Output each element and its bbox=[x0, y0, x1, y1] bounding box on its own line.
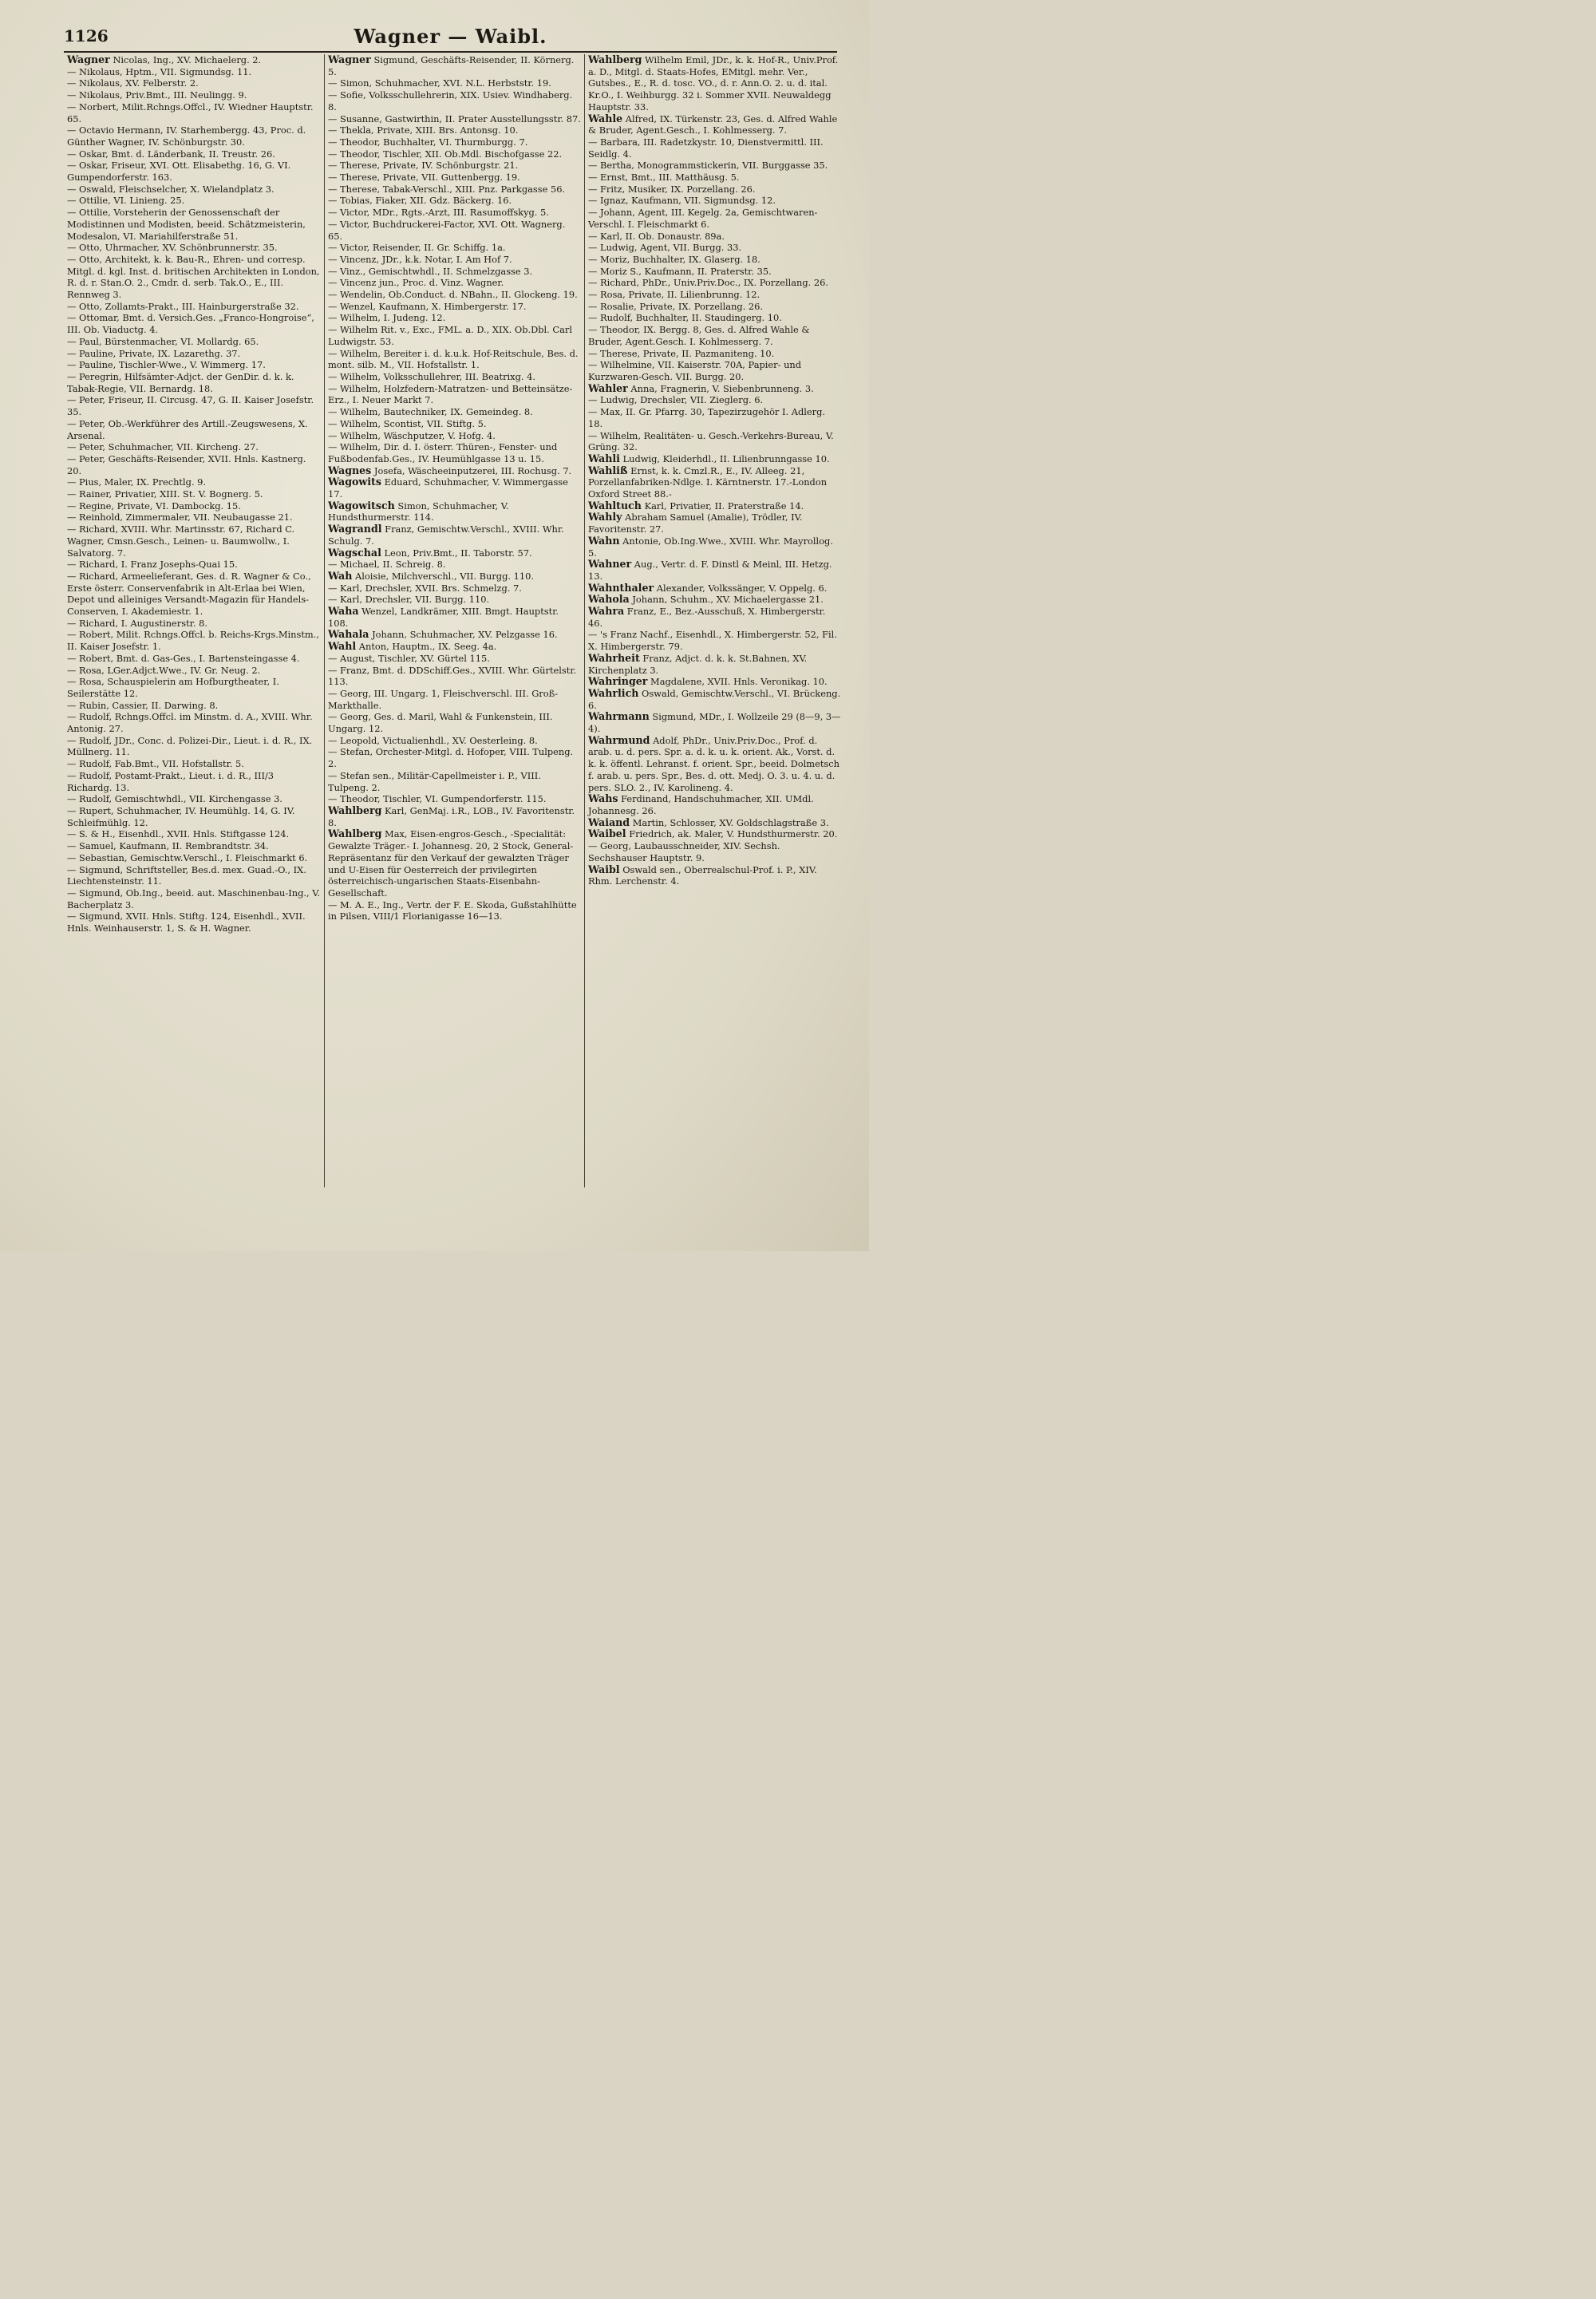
directory-entry: — Victor, MDr., Rgts.-Arzt, III. Rasumoffskyg. 5. bbox=[328, 207, 549, 219]
surname: Waibl bbox=[588, 863, 620, 875]
directory-entry: Wahrmann Sigmund, MDr., I. Wollzeile 29 (8—9, 3—4). bbox=[588, 710, 841, 735]
directory-entry: — Georg, Laubausschneider, XIV. Sechsh. Sechshauser Hauptstr. 9. bbox=[588, 840, 780, 863]
directory-entry: — Peregrin, Hilfsämter-Adjct. der GenDir. d. k. k. Tabak-Regie, VII. Bernardg. 18. bbox=[67, 370, 294, 394]
directory-entry: — Sebastian, Gemischtw.Verschl., I. Fleischmarkt 6. bbox=[67, 851, 308, 863]
directory-entry: Waiand Martin, Schlosser, XV. Goldschlagstraße 3. bbox=[588, 816, 829, 828]
directory-entry: — Peter, Schuhmacher, VII. Kircheng. 27. bbox=[67, 441, 259, 453]
directory-entry: — Wilhelm, Bautechniker, IX. Gemeindeg. 8. bbox=[328, 406, 533, 418]
directory-entry: — Rudolf, JDr., Conc. d. Polizei-Dir., Lieut. i. d. R., IX. Müllnerg. 11. bbox=[67, 734, 313, 758]
directory-entry: — Wilhelm, Wäschputzer, V. Hofg. 4. bbox=[328, 429, 496, 441]
directory-entry: — Georg, III. Ungarg. 1, Fleischverschl. III. Groß-Markthalle. bbox=[328, 687, 559, 711]
directory-entry: — Nikolaus, Priv.Bmt., III. Neulingg. 9. bbox=[67, 89, 247, 101]
directory-entry: — Barbara, III. Radetzkystr. 10, Dienstvermittl. III. Seidlg. 4. bbox=[588, 136, 824, 160]
surname: Wahly bbox=[588, 511, 622, 523]
surname: Wahala bbox=[328, 628, 369, 641]
directory-entry: Wahly Abraham Samuel (Amalie), Trödler, IV. Favoritenstr. 27. bbox=[588, 511, 803, 535]
surname: Wahlberg bbox=[328, 804, 382, 816]
directory-entry: — Rudolf, Postamt-Prakt., Lieut. i. d. R., III/3 Richardg. 13. bbox=[67, 769, 275, 793]
directory-entry: — Ottilie, Vorsteherin der Genossenschaft der Modistinnen und Modisten, beeid. Schätzmeisterin, Modesalon, VI. Mariahilferstraße 51. bbox=[67, 207, 306, 242]
surname: Wagnes bbox=[328, 464, 372, 476]
directory-entry: — Nikolaus, XV. Felberstr. 2. bbox=[67, 77, 199, 89]
directory-entry: — Samuel, Kaufmann, II. Rembrandtstr. 34. bbox=[67, 840, 269, 852]
directory-entry: — Simon, Schuhmacher, XVI. N.L. Herbststr. 19. bbox=[328, 77, 551, 89]
directory-entry: — Rainer, Privatier, XIII. St. V. Bognerg. 5. bbox=[67, 488, 263, 500]
directory-entry: — Sigmund, XVII. Hnls. Stiftg. 124, Eisenhdl., XVII. Hnls. Weinhauserstr. 1, S. & H. Wagner. bbox=[67, 911, 306, 934]
directory-entry: Wahrlich Oswald, Gemischtw.Verschl., VI. Brückeng. 6. bbox=[588, 686, 841, 711]
directory-entry: — Theodor, Buchhalter, VI. Thurmburgg. 7. bbox=[328, 136, 528, 148]
directory-entry: — Otto, Architekt, k. k. Bau-R., Ehren- und corresp. Mitgl. d. kgl. Inst. d. britischen Architekten in London, R. d. r. Stan.O. 2., Cmdr. d. serb. Tak.O., E., III. Rennweg 3. bbox=[67, 253, 320, 301]
directory-entry: — Leopold, Victualienhdl., XV. Oesterleing. 8. bbox=[328, 734, 538, 746]
directory-entry: Wahler Anna, Fragnerin, V. Siebenbrunneng. 3. bbox=[588, 381, 814, 394]
directory-entry: — Wilhelm, Realitäten- u. Gesch.-Verkehrs-Bureau, V. Grüng. 32. bbox=[588, 429, 834, 453]
page-header bbox=[64, 22, 837, 49]
directory-entry: Wagowitsch Simon, Schuhmacher, V. Hundsthurmerstr. 114. bbox=[328, 499, 509, 523]
directory-entry: — Victor, Buchdruckerei-Factor, XVI. Ott. Wagnerg. 65. bbox=[328, 218, 566, 242]
surname: Wagner bbox=[67, 54, 110, 65]
directory-entry: Wagrandl Franz, Gemischtw.Verschl., XVIII. Whr. Schulg. 7. bbox=[328, 523, 564, 547]
directory-entry: — Reinhold, Zimmermaler, VII. Neubaugasse 21. bbox=[67, 512, 293, 523]
directory-entry: — Theodor, Tischler, XII. Ob.Mdl. Bischofgasse 22. bbox=[328, 148, 563, 160]
directory-entry: Wahra Franz, E., Bez.-Ausschuß, X. Himbergerstr. 46. bbox=[588, 605, 826, 629]
surname: Waha bbox=[328, 605, 359, 618]
directory-entry: — Johann, Agent, III. Kegelg. 2a, Gemischtwaren-Verschl. I. Fleischmarkt 6. bbox=[588, 207, 818, 230]
surname: Wahrheit bbox=[588, 651, 640, 664]
directory-entry: — Sigmund, Ob.Ing., beeid. aut. Maschinenbau-Ing., V. Bacherplatz 3. bbox=[67, 887, 321, 911]
surname: Wahs bbox=[588, 792, 618, 805]
directory-entry: — Wilhelm Rit. v., Exc., FML. a. D., XIX. Ob.Dbl. Carl Ludwigstr. 53. bbox=[328, 324, 573, 347]
surname: Wagner bbox=[328, 54, 371, 65]
directory-entry: Wahn Antonie, Ob.Ing.Wwe., XVIII. Whr. Mayrollog. 5. bbox=[588, 534, 833, 559]
directory-entry: — 's Franz Nachf., Eisenhdl., X. Himbergerstr. 52, Fil. X. Himbergerstr. 79. bbox=[588, 629, 837, 653]
directory-entry: Wahringer Magdalene, XVII. Hnls. Veronikag. 10. bbox=[588, 675, 828, 688]
directory-entry: — Rubin, Cassier, II. Darwing. 8. bbox=[67, 699, 219, 711]
directory-entry: Wahrmund Adolf, PhDr., Univ.Priv.Doc., Prof. d. arab. u. d. pers. Spr. a. d. k. u. k. orient. Ak., Vorst. d. k. k. öffentl. Lehranst. f. orient. Spr., beeid. Dolmetsch f. arab. u. pers. Spr., Bes. d. ott. Medj. O. 3. u. 4. u. d. pers. SLO. 2., IV. Karolineng. 4. bbox=[588, 733, 839, 793]
running-title: Wagner — Waibl. bbox=[354, 24, 547, 48]
surname: Wahrmund bbox=[588, 733, 650, 746]
directory-entry: — Fritz, Musiker, IX. Porzellang. 26. bbox=[588, 183, 756, 195]
directory-entry: — Richard, I. Augustinerstr. 8. bbox=[67, 617, 207, 629]
directory-entry: — Stefan, Orchester-Mitgl. d. Hofoper, VIII. Tulpeng. 2. bbox=[328, 746, 574, 770]
directory-entry: Wagnes Josefa, Wäscheeinputzerei, III. Rochusg. 7. bbox=[328, 464, 572, 476]
directory-entry: — Sigmund, Schriftsteller, Bes.d. mex. Guad.-O., IX. Liechtensteinstr. 11. bbox=[67, 863, 306, 887]
directory-entry: — Karl, Drechsler, VII. Burgg. 110. bbox=[328, 594, 490, 606]
surname: Wahlberg bbox=[588, 54, 642, 65]
directory-entry: — Max, II. Gr. Pfarrg. 30, Tapezirzugehör I. Adlerg. 18. bbox=[588, 406, 825, 429]
surname: Wahl bbox=[328, 640, 357, 653]
directory-entry: — Ottilie, VI. Linieng. 25. bbox=[67, 195, 185, 207]
directory-entry: — Otto, Zollamts-Prakt., III. Hainburgerstraße 32. bbox=[67, 300, 299, 312]
directory-entry: — Therese, Private, IV. Schönburgstr. 21. bbox=[328, 160, 519, 172]
surname: Wahliß bbox=[588, 464, 628, 476]
directory-entry: — Oskar, Bmt. d. Länderbank, II. Treustr. 26. bbox=[67, 148, 275, 160]
directory-entry: — Wilhelm, Holzfedern-Matratzen- und Betteinsätze-Erz., I. Neuer Markt 7. bbox=[328, 382, 573, 406]
directory-entry: Wahnthaler Alexander, Volkssänger, V. Oppelg. 6. bbox=[588, 581, 828, 594]
directory-entry: — Susanne, Gastwirthin, II. Prater Ausstellungsstr. 87. bbox=[328, 113, 581, 124]
directory-entry: — Richard, I. Franz Josephs-Quai 15. bbox=[67, 559, 238, 571]
directory-entry: — Michael, II. Schreig. 8. bbox=[328, 559, 446, 571]
directory-entry: — Vinz., Gemischtwhdl., II. Schmelzgasse 3. bbox=[328, 265, 533, 277]
directory-entry: — Rudolf, Fab.Bmt., VII. Hofstallstr. 5. bbox=[67, 758, 244, 770]
directory-entry: — Sofie, Volksschullehrerin, XIX. Usiev. Windhaberg. 8. bbox=[328, 89, 573, 113]
surname: Wahrmann bbox=[588, 710, 650, 723]
column-1 bbox=[64, 54, 324, 1187]
directory-entry: — Thekla, Private, XIII. Brs. Antonsg. 10. bbox=[328, 124, 519, 136]
surname: Wahlberg bbox=[328, 828, 382, 840]
directory-entry: Waibel Friedrich, ak. Maler, V. Hundsthurmerstr. 20. bbox=[588, 828, 838, 840]
directory-entry: — Pauline, Tischler-Wwe., V. Wimmerg. 17. bbox=[67, 359, 266, 371]
surname: Waibel bbox=[588, 828, 626, 840]
surname: Wagrandl bbox=[328, 523, 382, 535]
column-2 bbox=[324, 54, 584, 1187]
directory-entry: Wagner Sigmund, Geschäfts-Reisender, II. Körnerg. 5. bbox=[328, 54, 575, 77]
directory-entry: Wah Aloisie, Milchverschl., VII. Burgg. 110. bbox=[328, 569, 534, 582]
directory-entry: Wagner Nicolas, Ing., XV. Michaelerg. 2. bbox=[67, 54, 262, 65]
directory-entry: Wagschal Leon, Priv.Bmt., II. Taborstr. 57. bbox=[328, 546, 532, 559]
directory-entry: — Rosa, LGer.Adjct.Wwe., IV. Gr. Neug. 2. bbox=[67, 664, 261, 676]
directory-entry: — Theodor, Tischler, VI. Gumpendorferstr. 115. bbox=[328, 793, 547, 805]
directory-entry: — Paul, Bürstenmacher, VI. Mollardg. 65. bbox=[67, 335, 259, 347]
directory-entry: Wahs Ferdinand, Handschuhmacher, XII. UMdl. Johannesg. 26. bbox=[588, 792, 814, 816]
directory-entry: — Rudolf, Gemischtwhdl., VII. Kirchengasse 3. bbox=[67, 793, 282, 805]
directory-entry: — Theodor, IX. Bergg. 8, Ges. d. Alfred Wahle & Bruder, Agent.Gesch. I. Kohlmesserg. 7. bbox=[588, 324, 810, 347]
surname: Wahltuch bbox=[588, 499, 642, 512]
surname: Wahli bbox=[588, 452, 620, 464]
directory-entry: — Oskar, Friseur, XVI. Ott. Elisabethg. 16, G. VI. Gumpendorferstr. 163. bbox=[67, 160, 291, 184]
directory-entry: Wahlberg Max, Eisen-engros-Gesch., -Specialität: Gewalzte Träger.- I. Johannesg. 20, 2 Stock, General-Repräsentanz für den Verkauf der gewalzten Träger und U-Eisen für Oesterreich der privilegirten österreichisch-ungarischen Staats-Eisenbahn-Gesellschaft. bbox=[328, 828, 574, 899]
directory-entry: — Ottomar, Bmt. d. Versich.Ges. „Franco-Hongroise“, III. Ob. Viaductg. 4. bbox=[67, 312, 314, 336]
directory-entry: — Rosalie, Private, IX. Porzellang. 26. bbox=[588, 300, 764, 312]
directory-entry: — Rosa, Schauspielerin am Hofburgtheater, I. Seilerstätte 12. bbox=[67, 676, 279, 699]
column-3 bbox=[584, 54, 844, 1187]
directory-entry: — Wilhelm, Bereiter i. d. k.u.k. Hof-Reitschule, Bes. d. mont. silb. M., VII. Hofstallstr. 1. bbox=[328, 347, 579, 371]
directory-entry: — Octavio Hermann, IV. Starhembergg. 43, Proc. d. Günther Wagner, IV. Schönburgstr. 30. bbox=[67, 124, 306, 148]
directory-entry: — Ignaz, Kaufmann, VII. Sigmundsg. 12. bbox=[588, 195, 776, 207]
directory-entry: — Peter, Friseur, II. Circusg. 47, G. II. Kaiser Josefstr. 35. bbox=[67, 394, 314, 418]
page-number: 1126 bbox=[64, 26, 109, 45]
directory-entry: — Ludwig, Drechsler, VII. Zieglerg. 6. bbox=[588, 394, 764, 406]
directory-entry: — Stefan sen., Militär-Capellmeister i. P., VIII. Tulpeng. 2. bbox=[328, 769, 541, 793]
directory-entry: — Peter, Geschäfts-Reisender, XVII. Hnls. Kastnerg. 20. bbox=[67, 452, 306, 476]
directory-entry: — Pius, Maler, IX. Prechtlg. 9. bbox=[67, 476, 207, 488]
directory-entry: — Richard, Armeelieferant, Ges. d. R. Wagner & Co., Erste österr. Conservenfabrik in Alt-Erlaa bei Wien, Depot und alleiniges Versandt-Magazin für Handels-Conserven, I. Akademiestr. 1. bbox=[67, 570, 311, 618]
surname: Wahle bbox=[588, 112, 623, 124]
directory-entry: — Richard, XVIII. Whr. Martinsstr. 67, Richard C. Wagner, Cmsn.Gesch., Leinen- u. Baumwollw., I. Salvatorg. 7. bbox=[67, 523, 295, 559]
directory-entry: — Wilhelm, Scontist, VII. Stiftg. 5. bbox=[328, 417, 487, 429]
directory-entry: — Karl, II. Ob. Donaustr. 89a. bbox=[588, 230, 725, 242]
directory-entry: Wagowits Eduard, Schuhmacher, V. Wimmergasse 17. bbox=[328, 476, 568, 500]
directory-entry: — Ernst, Bmt., III. Matthäusg. 5. bbox=[588, 172, 740, 184]
directory-entry: Waibl Oswald sen., Oberrealschul-Prof. i. P., XIV. Rhm. Lerchenstr. 4. bbox=[588, 863, 817, 887]
directory-entry: — Moriz, Buchhalter, IX. Glaserg. 18. bbox=[588, 253, 760, 265]
surname: Wagschal bbox=[328, 546, 381, 559]
directory-entry: — Rosa, Private, II. Lilienbrunng. 12. bbox=[588, 289, 760, 301]
directory-entry: Wahle Alfred, IX. Türkenstr. 23, Ges. d. Alfred Wahle & Bruder, Agent.Gesch., I. Kohlmesserg. 7. bbox=[588, 112, 838, 136]
directory-entry: — Wilhelmine, VII. Kaiserstr. 70A, Papier- und Kurzwaren-Gesch. VII. Burgg. 20. bbox=[588, 359, 802, 382]
directory-entry: — Bertha, Monogrammstickerin, VII. Burggasse 35. bbox=[588, 160, 828, 172]
directory-entry: Wahl Anton, Hauptm., IX. Seeg. 4a. bbox=[328, 640, 497, 653]
surname: Waiand bbox=[588, 816, 630, 828]
directory-entry: — Karl, Drechsler, XVII. Brs. Schmelzg. 7. bbox=[328, 582, 522, 594]
directory-entry: — Georg, Ges. d. Maril, Wahl & Funkenstein, III. Ungarg. 12. bbox=[328, 711, 553, 735]
directory-entry: Wahliß Ernst, k. k. Cmzl.R., E., IV. Alleeg. 21, Porzellanfabriken-Ndlge. I. Kärntnerstr. 17.-London Oxford Street 88.- bbox=[588, 464, 828, 500]
directory-entry: — Rudolf, Rchngs.Offcl. im Minstm. d. A., XVIII. Whr. Antonig. 27. bbox=[67, 711, 313, 735]
directory-entry: — Otto, Uhrmacher, XV. Schönbrunnerstr. 35. bbox=[67, 242, 278, 254]
surname: Wahn bbox=[588, 534, 620, 547]
directory-entry: — Franz, Bmt. d. DDSchiff.Ges., XVIII. Whr. Gürtelstr. 113. bbox=[328, 664, 577, 688]
directory-entry: — Norbert, Milit.Rchngs.Offcl., IV. Wiedner Hauptstr. 65. bbox=[67, 101, 314, 124]
directory-entry: Wahrheit Franz, Adjct. d. k. k. St.Bahnen, XV. Kirchenplatz 3. bbox=[588, 651, 808, 676]
directory-entry: — Therese, Tabak-Verschl., XIII. Pnz. Parkgasse 56. bbox=[328, 183, 566, 195]
directory-entry: — Nikolaus, Hptm., VII. Sigmundsg. 11. bbox=[67, 65, 252, 77]
directory-entry: — Rudolf, Buchhalter, II. Staudingerg. 10. bbox=[588, 312, 782, 324]
surname: Wahler bbox=[588, 381, 628, 394]
directory-entry: — Victor, Reisender, II. Gr. Schiffg. 1a. bbox=[328, 242, 506, 254]
directory-entry: Wahli Ludwig, Kleiderhdl., II. Lilienbrunngasse 10. bbox=[588, 452, 830, 464]
surname: Wahnthaler bbox=[588, 581, 654, 594]
directory-entry: — Moriz S., Kaufmann, II. Praterstr. 35. bbox=[588, 265, 772, 277]
directory-entry: — S. & H., Eisenhdl., XVII. Hnls. Stiftgasse 124. bbox=[67, 828, 290, 840]
header-rule bbox=[64, 51, 837, 53]
directory-entry: — Peter, Ob.-Werkführer des Artill.-Zeugswesens, X. Arsenal. bbox=[67, 417, 308, 441]
directory-entry: — Regine, Private, VI. Dambockg. 15. bbox=[67, 500, 241, 512]
directory-entry: — August, Tischler, XV. Gürtel 115. bbox=[328, 652, 490, 664]
directory-entry: — Rupert, Schuhmacher, IV. Heumühlg. 14, G. IV. Schleifmühlg. 12. bbox=[67, 805, 295, 828]
directory-entry: — Oswald, Fleischselcher, X. Wielandplatz 3. bbox=[67, 183, 275, 195]
directory-entry: — Robert, Bmt. d. Gas-Ges., I. Bartensteingasse 4. bbox=[67, 652, 300, 664]
directory-page bbox=[0, 0, 869, 1251]
directory-entry: — Robert, Milit. Rchngs.Offcl. b. Reichs-Krgs.Minstm., II. Kaiser Josefstr. 1. bbox=[67, 629, 319, 653]
directory-entry: — Tobias, Fiaker, XII. Gdz. Bäckerg. 16. bbox=[328, 195, 512, 207]
directory-entry: Wahlberg Wilhelm Emil, JDr., k. k. Hof-R., Univ.Prof. a. D., Mitgl. d. Staats-Hofes, EMitgl. mehr. Ver., Gutsbes., E., R. d. tosc. VO., d. r. Ann.O. 2. u. d. ital. Kr.O., I. Weihburgg. 32 i. Sommer XVII. Neuwaldegg Hauptstr. 33. bbox=[588, 54, 839, 113]
directory-entry: — Ludwig, Agent, VII. Burgg. 33. bbox=[588, 242, 742, 254]
surname: Wagowitsch bbox=[328, 499, 395, 512]
surname: Wahra bbox=[588, 605, 625, 618]
directory-entry: Waha Wenzel, Landkrämer, XIII. Bmgt. Hauptstr. 108. bbox=[328, 605, 559, 629]
directory-entry: — Wenzel, Kaufmann, X. Himbergerstr. 17. bbox=[328, 300, 527, 312]
surname: Wahrlich bbox=[588, 686, 639, 699]
directory-entry: Wahala Johann, Schuhmacher, XV. Pelzgasse 16. bbox=[328, 628, 558, 641]
columns bbox=[64, 54, 870, 1187]
directory-entry: — Wilhelm, Volksschullehrer, III. Beatrixg. 4. bbox=[328, 370, 536, 382]
directory-entry: — Therese, Private, II. Pazmaniteng. 10. bbox=[588, 347, 775, 359]
directory-entry: — Pauline, Private, IX. Lazarethg. 37. bbox=[67, 347, 241, 359]
directory-entry: — Wilhelm, I. Judeng. 12. bbox=[328, 312, 446, 324]
directory-entry: Wahola Johann, Schuhm., XV. Michaelergasse 21. bbox=[588, 593, 824, 606]
directory-entry: — Therese, Private, VII. Guttenbergg. 19. bbox=[328, 172, 520, 184]
directory-entry: — Vincenz jun., Proc. d. Vinz. Wagner. bbox=[328, 277, 504, 289]
surname: Wah bbox=[328, 569, 353, 582]
directory-entry: Wahner Aug., Vertr. d. F. Dinstl & Meinl, III. Hetzg. 13. bbox=[588, 558, 832, 582]
surname: Wahner bbox=[588, 558, 632, 571]
directory-entry: — M. A. E., Ing., Vertr. der F. E. Skoda, Gußstahlhütte in Pilsen, VIII/1 Florianigasse 16—13. bbox=[328, 899, 577, 922]
directory-entry: Wahltuch Karl, Privatier, II. Praterstraße 14. bbox=[588, 499, 804, 512]
directory-entry: — Wendelin, Ob.Conduct. d. NBahn., II. Glockeng. 19. bbox=[328, 289, 578, 301]
directory-entry: — Richard, PhDr., Univ.Priv.Doc., IX. Porzellang. 26. bbox=[588, 277, 829, 289]
surname: Wagowits bbox=[328, 476, 381, 488]
directory-entry: Wahlberg Karl, GenMaj. i.R., LOB., IV. Favoritenstr. 8. bbox=[328, 804, 575, 828]
surname: Wahringer bbox=[588, 675, 648, 688]
surname: Wahola bbox=[588, 593, 630, 606]
directory-entry: — Vincenz, JDr., k.k. Notar, I. Am Hof 7. bbox=[328, 253, 512, 265]
directory-entry: — Wilhelm, Dir. d. I. österr. Thüren-, Fenster- und Fußbodenfab.Ges., IV. Heumühlgasse 13 u. 15. bbox=[328, 441, 558, 464]
